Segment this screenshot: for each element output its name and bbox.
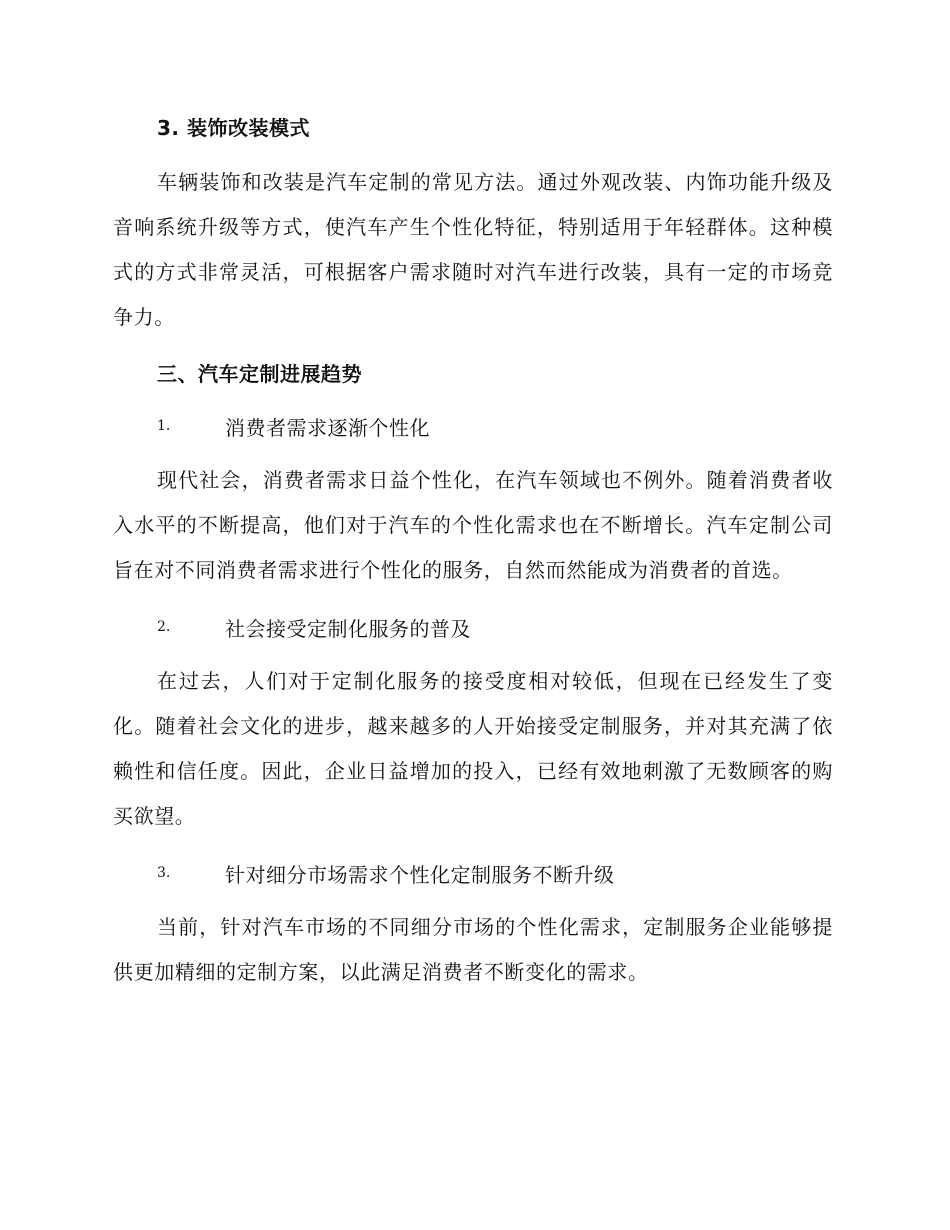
paragraph-decoration-mode: 车辆装饰和改装是汽车定制的常见方法。通过外观改装、内饰功能升级及音响系统升级等方式，使汽车产生个性化特征，特别适用于年轻群体。这种模式的方式非常灵活，可根据客户需求随时对汽车进行改装，具有一定的市场竞争力。: [113, 170, 833, 329]
list-title: 针对细分市场需求个性化定制服务不断升级: [225, 862, 615, 887]
section-heading-trends: 三、汽车定制进展趋势: [157, 362, 362, 386]
paragraph-item-3: 当前，针对汽车市场的不同细分市场的个性化需求，定制服务企业能够提供更加精细的定制方案，以此满足消费者不断变化的需求。: [113, 915, 833, 984]
list-item-3: [113, 853, 833, 893]
list-number: 2.: [157, 619, 171, 635]
paragraph-item-1: 现代社会，消费者需求日益个性化，在汽车领域也不例外。随着消费者收入水平的不断提高，他们对于汽车的个性化需求也在不断增长。汽车定制公司旨在对不同消费者需求进行个性化的服务，自然而然能成为消费者的首选。: [113, 468, 833, 582]
list-number: 3.: [157, 865, 171, 881]
list-title: 社会接受定制化服务的普及: [225, 616, 471, 641]
list-item-2: [113, 607, 833, 647]
document-body: [113, 108, 833, 995]
list-title: 消费者需求逐渐个性化: [225, 415, 430, 440]
list-number: 1.: [157, 418, 171, 434]
section-heading-decoration-mode: 3. 装饰改装模式: [157, 116, 310, 140]
paragraph-item-2: 在过去，人们对于定制化服务的接受度相对较低，但现在已经发生了变化。随着社会文化的进步，越来越多的人开始接受定制服务，并对其充满了依赖性和信任度。因此，企业日益增加的投入，已经有效地刺激了无数顾客的购买欲望。: [113, 669, 833, 828]
list-item-1: [113, 406, 833, 446]
